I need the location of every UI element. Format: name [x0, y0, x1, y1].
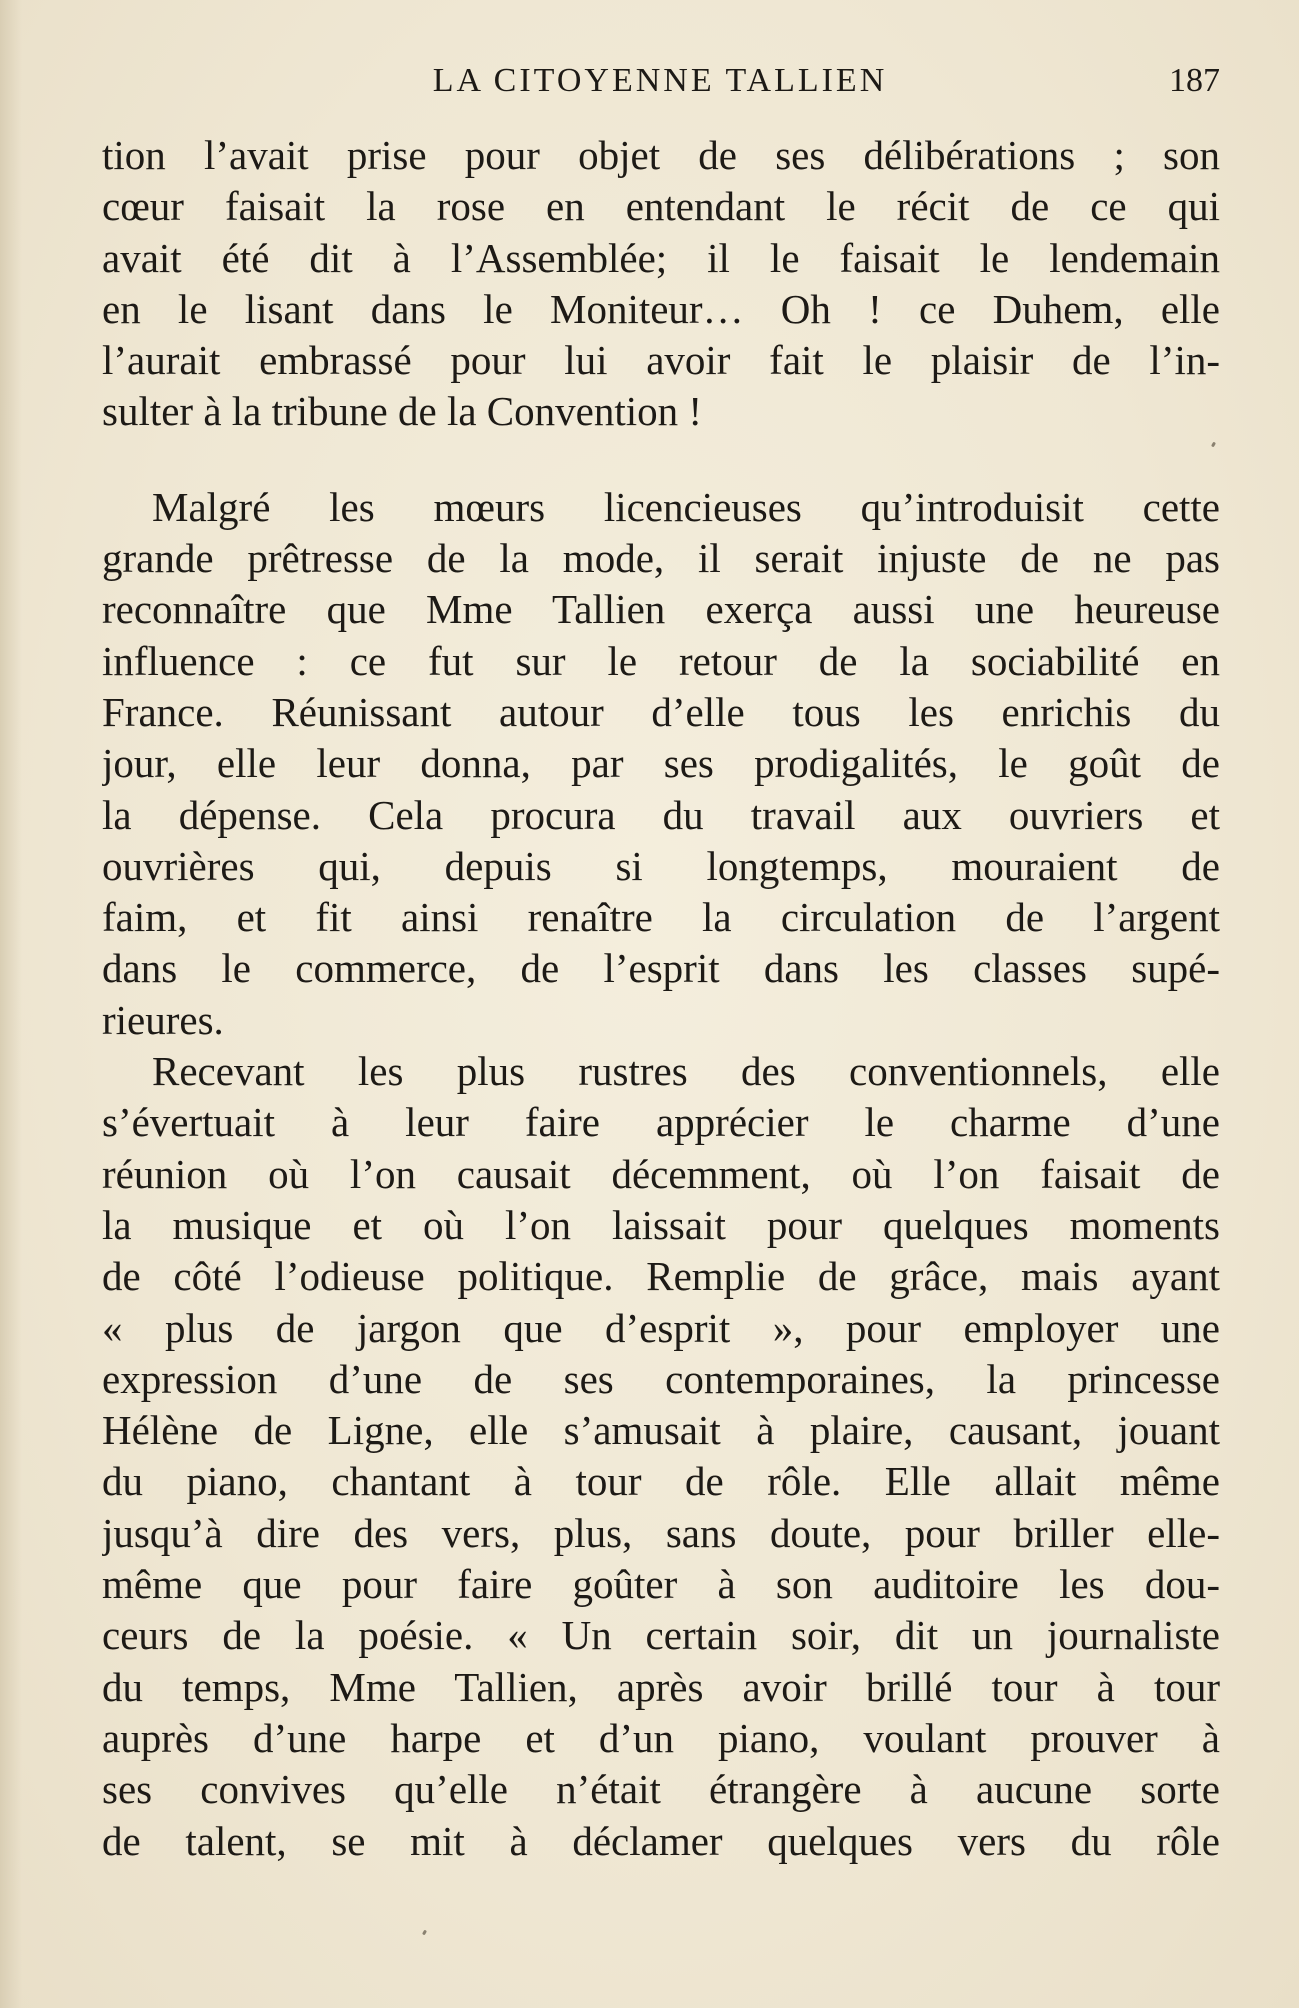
text-line: du piano, chantant à tour de rôle. Elle allait même	[102, 1458, 1220, 1505]
text-line: jour, elle leur donna, par ses prodigalités, le goût de	[102, 740, 1220, 787]
text-line: reconnaître que Mme Tallien exerça aussi une heureuse	[102, 586, 1220, 633]
text-line: « plus de jargon que d’esprit », pour employer une	[102, 1304, 1220, 1351]
text-line: faim, et fit ainsi renaître la circulation de l’argent	[102, 894, 1220, 941]
text-line: tion l’avait prise pour objet de ses délibérations ; son	[102, 132, 1220, 178]
text-line: réunion où l’on causait décemment, où l’on faisait de	[102, 1150, 1220, 1197]
text-line: l’aurait embrassé pour lui avoir fait le plaisir de l’in-	[102, 337, 1220, 384]
text-line: la dépense. Cela procura du travail aux ouvriers et	[102, 791, 1220, 838]
paragraph	[102, 482, 1220, 1046]
text-line: France. Réunissant autour d’elle tous les enrichis du	[102, 688, 1220, 735]
section-gap	[102, 438, 1220, 482]
text-line: de talent, se mit à déclamer quelques vers du rôle	[102, 1817, 1220, 1864]
text-line: ceurs de la poésie. « Un certain soir, dit un journaliste	[102, 1612, 1220, 1659]
text-line: du temps, Mme Tallien, après avoir brillé tour à tour	[102, 1663, 1220, 1710]
text-line: auprès d’une harpe et d’un piano, voulant prouver à	[102, 1714, 1220, 1761]
text-line: grande prêtresse de la mode, il serait injuste de ne pas	[102, 535, 1220, 582]
paragraph	[102, 130, 1220, 438]
text-line: la musique et où l’on laissait pour quelques moments	[102, 1201, 1220, 1248]
text-line: en le lisant dans le Moniteur… Oh ! ce Duhem, elle	[102, 285, 1220, 332]
text-line: ses convives qu’elle n’était étrangère à aucune sorte	[102, 1766, 1220, 1813]
text-line: s’évertuait à leur faire apprécier le charme d’une	[102, 1099, 1220, 1146]
text-line: expression d’une de ses contemporaines, la princesse	[102, 1355, 1220, 1402]
page-gutter-shadow	[0, 0, 22, 2008]
paper-speck	[422, 1930, 427, 1936]
page-number: 187	[1169, 62, 1220, 99]
text-line: Recevant les plus rustres des conventionnels, elle	[152, 1048, 1220, 1095]
paragraph	[102, 1046, 1220, 1867]
text-line: influence : ce fut sur le retour de la sociabilité en	[102, 637, 1220, 684]
text-line: Malgré les mœurs licencieuses qu’introduisit cette	[152, 483, 1220, 530]
text-line: Hélène de Ligne, elle s’amusait à plaire, causant, jouant	[102, 1407, 1220, 1454]
text-line: cœur faisait la rose en entendant le récit de ce qui	[102, 183, 1220, 230]
text-line: même que pour faire goûter à son auditoire les dou-	[102, 1561, 1220, 1608]
text-line: de côté l’odieuse politique. Remplie de grâce, mais ayant	[102, 1253, 1220, 1300]
text-line: ouvrières qui, depuis si longtemps, mouraient de	[102, 842, 1220, 889]
text-line: sulter à la tribune de la Convention !	[102, 388, 703, 435]
text-line: rieures.	[102, 996, 224, 1043]
text-line: jusqu’à dire des vers, plus, sans doute, pour briller elle-	[102, 1509, 1220, 1556]
body-text	[102, 130, 1220, 1867]
text-line: dans le commerce, de l’esprit dans les classes supé-	[102, 945, 1220, 992]
text-line: avait été dit à l’Assemblée; il le faisait le lendemain	[102, 234, 1220, 281]
running-title: LA CITOYENNE TALLIEN	[432, 62, 888, 99]
running-header	[100, 58, 1220, 108]
